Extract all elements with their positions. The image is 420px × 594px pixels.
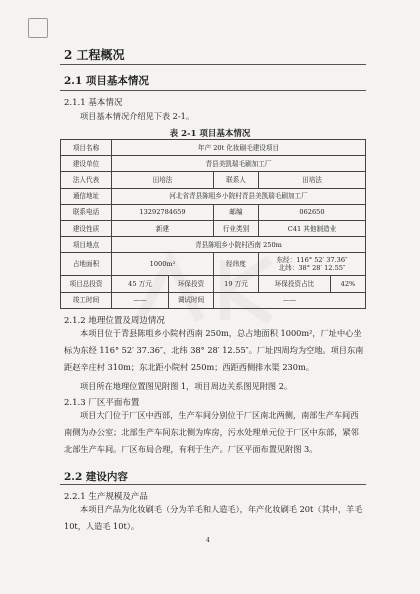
table-cell-label: 法人代表 (61, 172, 112, 188)
subsection-title-2-2: 2.2 建设内容 (64, 471, 128, 483)
heading-2-1-1: 2.1.1 基本情况 (64, 98, 123, 108)
table-row (61, 156, 366, 172)
table-cell-value: 1000m² (112, 253, 214, 276)
table-cell-value: 42% (331, 276, 366, 292)
table-cell-value: 青县美凯瑞毛刷加工厂 (112, 156, 366, 172)
table-cell-label: 建设性质 (61, 220, 112, 236)
table-cell-label: 占地面积 (61, 253, 112, 276)
table-cell-label: 联系人 (214, 172, 259, 188)
table-cell-label: 项目名称 (61, 140, 112, 156)
table-cell-label: 经纬度 (214, 253, 259, 276)
paragraph-location-figures: 项目所在地理位置图见附图 1，项目周边关系图见附图 2。 (80, 381, 293, 391)
table-row (61, 140, 366, 156)
table-cell-value: 河北省青县陈咀乡小院村青县美凯瑞毛刷加工厂 (112, 188, 366, 204)
table-row (61, 172, 366, 188)
table-cell-label: 联系电话 (61, 204, 112, 220)
table-cell-label: 调试时间 (169, 292, 214, 308)
subsection-rule (60, 484, 366, 485)
table-cell-value: C41 其他制造业 (259, 220, 366, 236)
paragraph-location: 本项目位于青县陈咀乡小院村西南 250m，总占地面积 1000m²，厂址中心坐标为东经 116° 52′ 37.36″、北纬 38° 28′ 12.55″。厂址四周均为空地。项目东南距赵辛庄村 310m；东北距小院村 250m；西距西侧排水渠 230m。 (64, 328, 364, 372)
table-cell-label: 通信地址 (61, 188, 112, 204)
table-cell-value: 田培法 (112, 172, 214, 188)
table-cell-label: 行业类别 (214, 220, 259, 236)
subsection-rule (60, 90, 366, 91)
table-cell-value: —— (214, 292, 366, 308)
section-title: 2 工程概况 (64, 48, 125, 62)
table-cell-label: 竣工时间 (61, 292, 112, 308)
table-cell-value: —— (112, 292, 169, 308)
table-cell-label: 项目地点 (61, 237, 112, 253)
subsection-title-2-1: 2.1 项目基本情况 (64, 75, 149, 87)
table-cell-label: 邮编 (214, 204, 259, 220)
table-row (61, 204, 366, 220)
heading-2-2-1: 2.2.1 生产规模及产品 (64, 492, 148, 502)
latitude-value: 北纬：38° 28′ 12.55″ (278, 264, 346, 273)
table-row (61, 220, 366, 236)
heading-2-1-2: 2.1.2 地理位置及周边情况 (64, 316, 165, 326)
longitude-value: 东经：116° 52′ 37.36″ (276, 256, 348, 265)
table-cell-label: 环保投资 (169, 276, 214, 292)
table-row (61, 188, 366, 204)
table-cell-label: 环保投资占比 (259, 276, 331, 292)
table-cell-value: 青县陈咀乡小院村西南 250m (112, 237, 366, 253)
table-cell-value: 田培法 (259, 172, 366, 188)
table-cell-value: 新建 (112, 220, 214, 236)
table-cell-value: 45 万元 (112, 276, 169, 292)
table-cell-value: 年产 20t 化妆刷毛建设项目 (112, 140, 366, 156)
table-cell-label: 建设单位 (61, 156, 112, 172)
paragraph-layout: 项目大门位于厂区中西部，生产车间分别位于厂区南北两侧，南部生产车间西南侧为办公室；北部生产车间东北侧为库房，污水处理单元位于厂区中东部，紧邻北部生产车间。厂区布局合理，有利于生产。厂区平面布置见附图 3。 (64, 410, 359, 454)
heading-2-1-3: 2.1.3 厂区平面布置 (64, 398, 140, 408)
page-number: 4 (206, 537, 210, 544)
table-caption: 表 2-1 项目基本情况 (169, 129, 251, 139)
table-cell-label: 项目总投资 (61, 276, 112, 292)
section-rule (60, 64, 366, 65)
paragraph-intro: 项目基本情况介绍见下表 2-1。 (80, 111, 195, 121)
table-cell-value: 19 万元 (214, 276, 259, 292)
table-cell-value: 13292784659 (112, 204, 214, 220)
table-cell-value: 062650 (259, 204, 366, 220)
paragraph-products: 本项目产品为化妆刷毛（分为羊毛和人造毛），年产化妆刷毛 20t（其中，羊毛 10t，人造毛 10t）。 (64, 504, 363, 531)
watermark-logo (130, 250, 290, 330)
binding-mark (28, 18, 48, 38)
